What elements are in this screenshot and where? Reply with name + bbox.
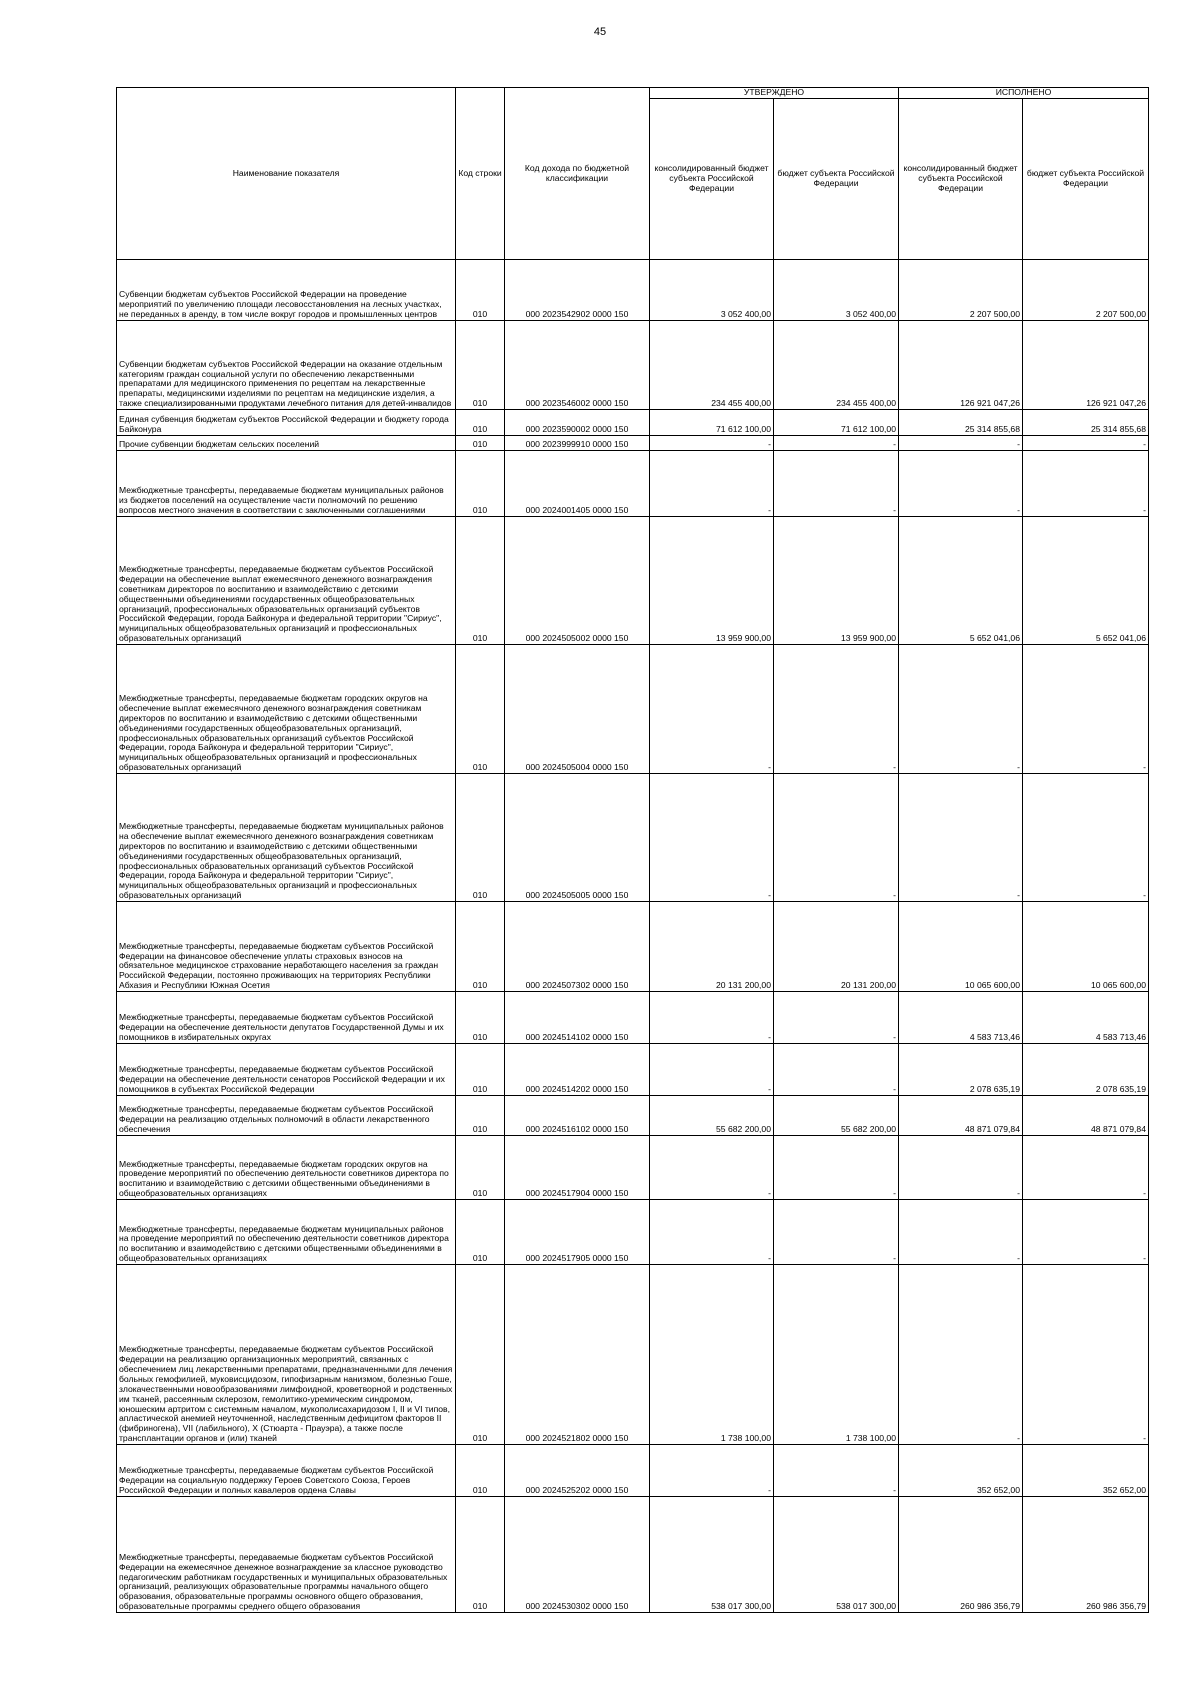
row-kbk: 000 2023999910 0000 150: [505, 436, 650, 451]
table-row: [117, 774, 1149, 902]
row-code: 010: [456, 517, 505, 645]
row-approved-consolidated: 13 959 900,00: [650, 517, 774, 645]
table-row: [117, 992, 1149, 1044]
row-code: 010: [456, 645, 505, 774]
row-executed-subject: -: [1023, 1265, 1149, 1445]
row-approved-consolidated: 3 052 400,00: [650, 260, 774, 321]
row-executed-subject: -: [1023, 645, 1149, 774]
row-executed-subject: 5 652 041,06: [1023, 517, 1149, 645]
row-approved-consolidated: 55 682 200,00: [650, 1096, 774, 1136]
row-approved-subject: 55 682 200,00: [774, 1096, 899, 1136]
header-kbk: Код дохода по бюджетной классификации: [505, 88, 650, 260]
row-kbk: 000 2024505004 0000 150: [505, 645, 650, 774]
row-executed-consolidated: -: [899, 774, 1023, 902]
row-executed-subject: 352 652,00: [1023, 1445, 1149, 1497]
row-approved-consolidated: -: [650, 992, 774, 1044]
row-executed-consolidated: -: [899, 451, 1023, 517]
row-name: Субвенции бюджетам субъектов Российской Федерации на проведение мероприятий по увеличению площади лесовосстановления на лесных участках, не переданных в аренду, в том числе вокруг городов и промышленных центров: [117, 260, 456, 321]
row-name: Прочие субвенции бюджетам сельских поселений: [117, 436, 456, 451]
row-kbk: 000 2023590002 0000 150: [505, 410, 650, 436]
row-kbk: 000 2024505005 0000 150: [505, 774, 650, 902]
row-code: 010: [456, 321, 505, 410]
row-executed-consolidated: 25 314 855,68: [899, 410, 1023, 436]
row-kbk: 000 2023546002 0000 150: [505, 321, 650, 410]
row-approved-subject: 13 959 900,00: [774, 517, 899, 645]
row-approved-consolidated: -: [650, 451, 774, 517]
row-kbk: 000 2024514202 0000 150: [505, 1044, 650, 1096]
row-executed-subject: -: [1023, 1200, 1149, 1265]
row-approved-subject: 71 612 100,00: [774, 410, 899, 436]
header-name: Наименование показателя: [117, 88, 456, 260]
row-name: Единая субвенция бюджетам субъектов Российской Федерации и бюджету города Байконура: [117, 410, 456, 436]
row-executed-consolidated: 48 871 079,84: [899, 1096, 1023, 1136]
table-row: [117, 1136, 1149, 1200]
row-kbk: 000 2024521802 0000 150: [505, 1265, 650, 1445]
row-approved-subject: 234 455 400,00: [774, 321, 899, 410]
table-row: [117, 1096, 1149, 1136]
row-name: Межбюджетные трансферты, передаваемые бюджетам субъектов Российской Федерации на реализацию организационных мероприятий, связанных с обеспечением лиц лекарственными препаратами, предназначенными для лечения больных гемофилией, муковисцидозом, гипофизарным нанизмом, болезнью Гоше, злокачественными новообразованиями лимфоидной, кроветворной и родственных им тканей, рассеянным склерозом, гемолитико-уремическим синдромом, юношеским артритом с системным началом, мукополисахаридозом I, II и VI типов, апластической анемией неуточненной, наследственным дефицитом факторов II (фибриногена), VII (лабильного), X (Стюарта - Прауэра), а также после трансплантации органов и (или) тканей: [117, 1265, 456, 1445]
row-executed-consolidated: 2 207 500,00: [899, 260, 1023, 321]
row-approved-consolidated: 538 017 300,00: [650, 1497, 774, 1613]
row-executed-consolidated: -: [899, 1136, 1023, 1200]
table-row: [117, 1044, 1149, 1096]
row-executed-subject: -: [1023, 774, 1149, 902]
row-approved-consolidated: -: [650, 436, 774, 451]
row-name: Межбюджетные трансферты, передаваемые бюджетам муниципальных районов на проведение мероприятий по обеспечению деятельности советников директора по воспитанию и взаимодействию с детскими общественными объединениями в общеобразовательных организациях: [117, 1200, 456, 1265]
table-row: [117, 645, 1149, 774]
row-name: Межбюджетные трансферты, передаваемые бюджетам субъектов Российской Федерации на социальную поддержку Героев Советского Союза, Героев Российской Федерации и полных кавалеров ордена Славы: [117, 1445, 456, 1497]
row-code: 010: [456, 1096, 505, 1136]
row-approved-subject: -: [774, 1044, 899, 1096]
row-name: Межбюджетные трансферты, передаваемые бюджетам городских округов на проведение мероприятий по обеспечению деятельности советников директора по воспитанию и взаимодействию с детскими общественными объединениями в общеобразовательных организациях: [117, 1136, 456, 1200]
table-row: [117, 410, 1149, 436]
row-name: Субвенции бюджетам субъектов Российской Федерации на оказание отдельным категориям граждан социальной услуги по обеспечению лекарственными препаратами для медицинского применения по рецептам на лекарственные препараты, медицинскими изделиями по рецептам на медицинские изделия, а также специализированными продуктами лечебного питания для детей-инвалидов: [117, 321, 456, 410]
row-executed-subject: 4 583 713,46: [1023, 992, 1149, 1044]
row-approved-subject: -: [774, 436, 899, 451]
row-code: 010: [456, 436, 505, 451]
row-executed-subject: 48 871 079,84: [1023, 1096, 1149, 1136]
row-executed-consolidated: -: [899, 1200, 1023, 1265]
row-executed-consolidated: 352 652,00: [899, 1445, 1023, 1497]
row-kbk: 000 2024505002 0000 150: [505, 517, 650, 645]
row-executed-subject: 2 207 500,00: [1023, 260, 1149, 321]
row-executed-subject: -: [1023, 436, 1149, 451]
row-name: Межбюджетные трансферты, передаваемые бюджетам субъектов Российской Федерации на ежемесячное денежное вознаграждение за классное руководство педагогическим работникам государственных и муниципальных образовательных организаций, реализующих образовательные программы начального общего образования, образовательные программы основного общего образования, образовательные программы среднего общего образования: [117, 1497, 456, 1613]
row-kbk: 000 2024525202 0000 150: [505, 1445, 650, 1497]
row-executed-consolidated: 10 065 600,00: [899, 902, 1023, 992]
row-name: Межбюджетные трансферты, передаваемые бюджетам субъектов Российской Федерации на финансовое обеспечение уплаты страховых взносов на обязательное медицинское страхование неработающего населения за граждан Российской Федерации, постоянно проживающих на территориях Республики Абхазия и Республики Южная Осетия: [117, 902, 456, 992]
row-executed-consolidated: 260 986 356,79: [899, 1497, 1023, 1613]
row-code: 010: [456, 1265, 505, 1445]
header-group-approved: УТВЕРЖДЕНО: [650, 88, 899, 99]
row-approved-subject: 538 017 300,00: [774, 1497, 899, 1613]
row-approved-subject: -: [774, 1445, 899, 1497]
table-row: [117, 902, 1149, 992]
row-approved-consolidated: -: [650, 1445, 774, 1497]
table-row: [117, 517, 1149, 645]
row-approved-consolidated: 71 612 100,00: [650, 410, 774, 436]
row-approved-consolidated: -: [650, 774, 774, 902]
row-name: Межбюджетные трансферты, передаваемые бюджетам городских округов на обеспечение выплат ежемесячного денежного вознаграждения советникам директоров по воспитанию и взаимодействию с детскими общественными объединениями государственных общеобразовательных организаций, профессиональных образовательных организаций субъектов Российской Федерации, города Байконура и федеральной территории "Сириус", муниципальных общеобразовательных организаций и профессиональных образовательных организаций: [117, 645, 456, 774]
row-name: Межбюджетные трансферты, передаваемые бюджетам субъектов Российской Федерации на обеспечение выплат ежемесячного денежного вознаграждения советникам директоров по воспитанию и взаимодействию с детскими общественными объединениями государственных общеобразовательных организаций, профессиональных образовательных организаций субъектов Российской Федерации, города Байконура и федеральной территории "Сириус", муниципальных общеобразовательных организаций и профессиональных образовательных организаций: [117, 517, 456, 645]
row-approved-subject: -: [774, 992, 899, 1044]
row-approved-subject: -: [774, 774, 899, 902]
row-code: 010: [456, 1200, 505, 1265]
row-approved-consolidated: 234 455 400,00: [650, 321, 774, 410]
row-code: 010: [456, 902, 505, 992]
row-executed-consolidated: 126 921 047,26: [899, 321, 1023, 410]
row-name: Межбюджетные трансферты, передаваемые бюджетам субъектов Российской Федерации на обеспечение деятельности депутатов Государственной Думы и их помощников в избирательных округах: [117, 992, 456, 1044]
row-code: 010: [456, 451, 505, 517]
row-executed-consolidated: -: [899, 436, 1023, 451]
row-approved-subject: 20 131 200,00: [774, 902, 899, 992]
header-executed-consolidated: консолидированный бюджет субъекта Российской Федерации: [899, 99, 1023, 260]
row-executed-consolidated: -: [899, 1265, 1023, 1445]
row-executed-subject: -: [1023, 451, 1149, 517]
row-approved-subject: -: [774, 645, 899, 774]
row-kbk: 000 2024530302 0000 150: [505, 1497, 650, 1613]
table-row: [117, 1265, 1149, 1445]
row-executed-subject: 25 314 855,68: [1023, 410, 1149, 436]
row-executed-subject: 10 065 600,00: [1023, 902, 1149, 992]
row-approved-subject: -: [774, 451, 899, 517]
row-approved-subject: 3 052 400,00: [774, 260, 899, 321]
row-approved-consolidated: -: [650, 1200, 774, 1265]
row-name: Межбюджетные трансферты, передаваемые бюджетам муниципальных районов из бюджетов поселений на осуществление части полномочий по решению вопросов местного значения в соответствии с заключенными соглашениями: [117, 451, 456, 517]
row-code: 010: [456, 1044, 505, 1096]
table-row: [117, 1445, 1149, 1497]
table-row: [117, 436, 1149, 451]
row-executed-consolidated: 5 652 041,06: [899, 517, 1023, 645]
row-executed-subject: 260 986 356,79: [1023, 1497, 1149, 1613]
row-approved-subject: 1 738 100,00: [774, 1265, 899, 1445]
row-kbk: 000 2024516102 0000 150: [505, 1096, 650, 1136]
row-approved-consolidated: 1 738 100,00: [650, 1265, 774, 1445]
table-body: [117, 260, 1149, 1613]
row-name: Межбюджетные трансферты, передаваемые бюджетам субъектов Российской Федерации на обеспечение деятельности сенаторов Российской Федерации и их помощников в субъектах Российской Федерации: [117, 1044, 456, 1096]
table-row: [117, 1497, 1149, 1613]
row-kbk: 000 2024517904 0000 150: [505, 1136, 650, 1200]
table-row: [117, 451, 1149, 517]
row-kbk: 000 2023542902 0000 150: [505, 260, 650, 321]
table-row: [117, 1200, 1149, 1265]
row-name: Межбюджетные трансферты, передаваемые бюджетам субъектов Российской Федерации на реализацию отдельных полномочий в области лекарственного обеспечения: [117, 1096, 456, 1136]
row-code: 010: [456, 260, 505, 321]
row-code: 010: [456, 1445, 505, 1497]
row-kbk: 000 2024517905 0000 150: [505, 1200, 650, 1265]
row-approved-subject: -: [774, 1136, 899, 1200]
page-number: 45: [593, 26, 607, 38]
row-executed-consolidated: -: [899, 645, 1023, 774]
header-code: Код строки: [456, 88, 505, 260]
header-executed-subject: бюджет субъекта Российской Федерации: [1023, 99, 1149, 260]
row-kbk: 000 2024514102 0000 150: [505, 992, 650, 1044]
row-executed-consolidated: 4 583 713,46: [899, 992, 1023, 1044]
row-approved-consolidated: -: [650, 645, 774, 774]
row-executed-subject: 2 078 635,19: [1023, 1044, 1149, 1096]
row-approved-consolidated: -: [650, 1044, 774, 1096]
row-approved-subject: -: [774, 1200, 899, 1265]
budget-table: [116, 87, 1149, 1613]
table-row: [117, 260, 1149, 321]
row-approved-consolidated: -: [650, 1136, 774, 1200]
row-code: 010: [456, 410, 505, 436]
header-group-executed: ИСПОЛНЕНО: [899, 88, 1149, 99]
header-approved-consolidated: консолидированный бюджет субъекта Российской Федерации: [650, 99, 774, 260]
row-kbk: 000 2024507302 0000 150: [505, 902, 650, 992]
row-name: Межбюджетные трансферты, передаваемые бюджетам муниципальных районов на обеспечение выплат ежемесячного денежного вознаграждения советникам директоров по воспитанию и взаимодействию с детскими общественными объединениями государственных общеобразовательных организаций, профессиональных образовательных организаций субъектов Российской Федерации, города Байконура и федеральной территории "Сириус", муниципальных общеобразовательных организаций и профессиональных образовательных организаций: [117, 774, 456, 902]
header-group-row: [117, 88, 1149, 99]
row-approved-consolidated: 20 131 200,00: [650, 902, 774, 992]
header-approved-subject: бюджет субъекта Российской Федерации: [774, 99, 899, 260]
row-executed-consolidated: 2 078 635,19: [899, 1044, 1023, 1096]
row-kbk: 000 2024001405 0000 150: [505, 451, 650, 517]
row-executed-subject: 126 921 047,26: [1023, 321, 1149, 410]
table-row: [117, 321, 1149, 410]
row-executed-subject: -: [1023, 1136, 1149, 1200]
row-code: 010: [456, 1136, 505, 1200]
row-code: 010: [456, 1497, 505, 1613]
row-code: 010: [456, 774, 505, 902]
row-code: 010: [456, 992, 505, 1044]
